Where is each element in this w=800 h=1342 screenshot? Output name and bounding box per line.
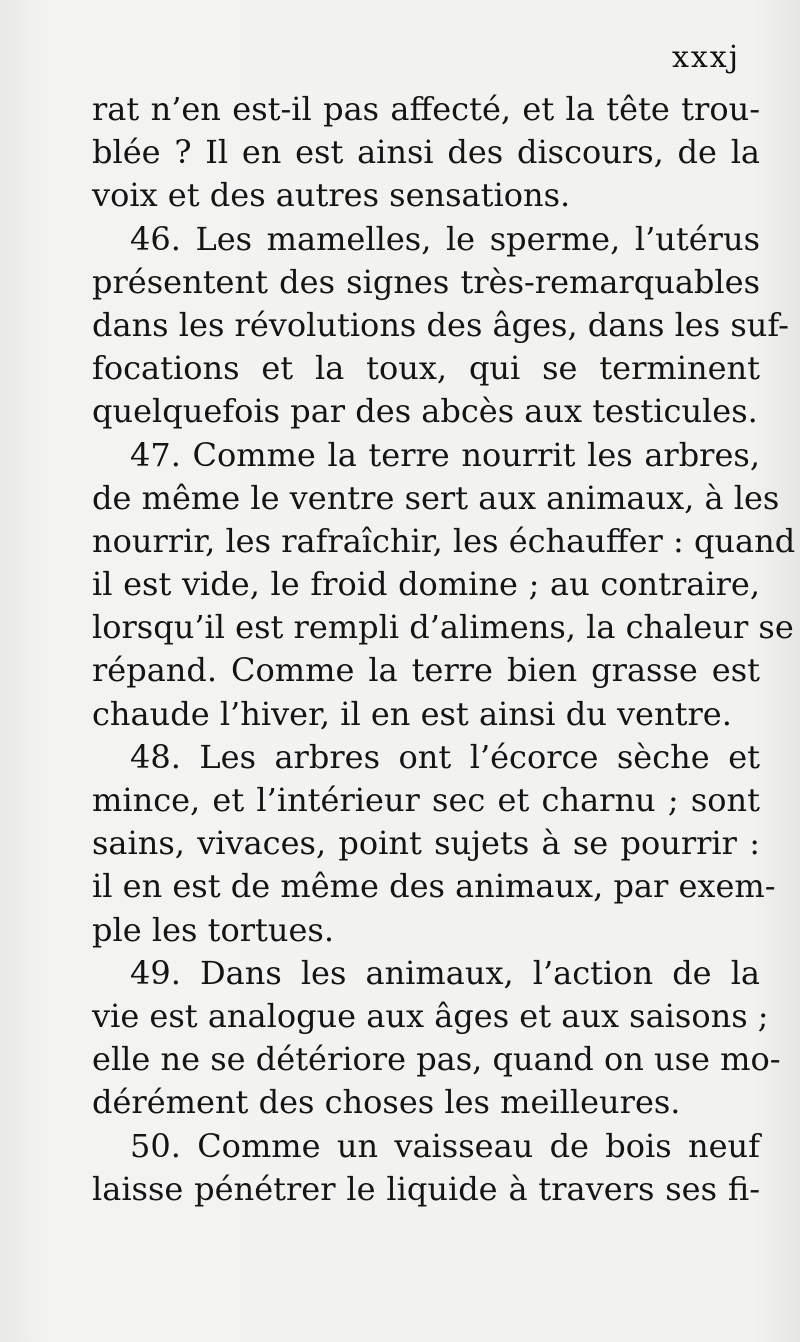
text-line: ple les tortues. bbox=[92, 910, 335, 949]
text-line: vie est analogue aux âges et aux saisons ; bbox=[92, 996, 769, 1035]
text-line: répand. Comme la terre bien grasse est bbox=[92, 651, 760, 690]
text-line: 49. Dans les animaux, l’action de la bbox=[130, 953, 760, 992]
text-line: elle ne se détériore pas, quand on use mo- bbox=[92, 1040, 781, 1079]
text-line: blée ? Il en est ainsi des discours, de la bbox=[92, 133, 760, 172]
text-line: 50. Comme un vaisseau de bois neuf bbox=[130, 1126, 760, 1165]
text-line: de même le ventre sert aux animaux, à les bbox=[92, 478, 780, 517]
text-line: mince, et l’intérieur sec et charnu ; sont bbox=[92, 781, 760, 819]
page-number: xxxj bbox=[671, 40, 740, 75]
text-line: sains, vivaces, point sujets à se pourrir : bbox=[92, 824, 760, 863]
text-line: il est vide, le froid domine ; au contraire, bbox=[92, 565, 760, 604]
text-line: lorsqu’il est rempli d’alimens, la chaleur se bbox=[92, 608, 794, 647]
text-line: nourrir, les rafraîchir, les échauffer : quand bbox=[92, 521, 796, 560]
text-line: chaude l’hiver, il en est ainsi du ventre. bbox=[92, 694, 732, 733]
text-line: voix et des autres sensations. bbox=[92, 176, 571, 215]
text-line: il en est de même des animaux, par exem- bbox=[92, 867, 776, 906]
text-line: quelquefois par des abcès aux testicules. bbox=[92, 392, 758, 431]
text-line: présentent des signes très-remarquables bbox=[92, 262, 760, 301]
text-line: focations et la toux, qui se terminent bbox=[92, 349, 760, 388]
text-line: dérément des choses les meilleures. bbox=[92, 1083, 681, 1122]
text-line: 46. Les mamelles, le sperme, l’utérus bbox=[130, 219, 760, 258]
text-line: rat n’en est-il pas affecté, et la tête trou- bbox=[92, 90, 760, 128]
text-line: 47. Comme la terre nourrit les arbres, bbox=[130, 435, 760, 474]
body-text bbox=[92, 88, 796, 1211]
text-line: dans les révolutions des âges, dans les suf- bbox=[92, 305, 789, 344]
text-line: 48. Les arbres ont l’écorce sèche et bbox=[130, 737, 760, 776]
text-line: laisse pénétrer le liquide à travers ses fi- bbox=[92, 1169, 760, 1208]
